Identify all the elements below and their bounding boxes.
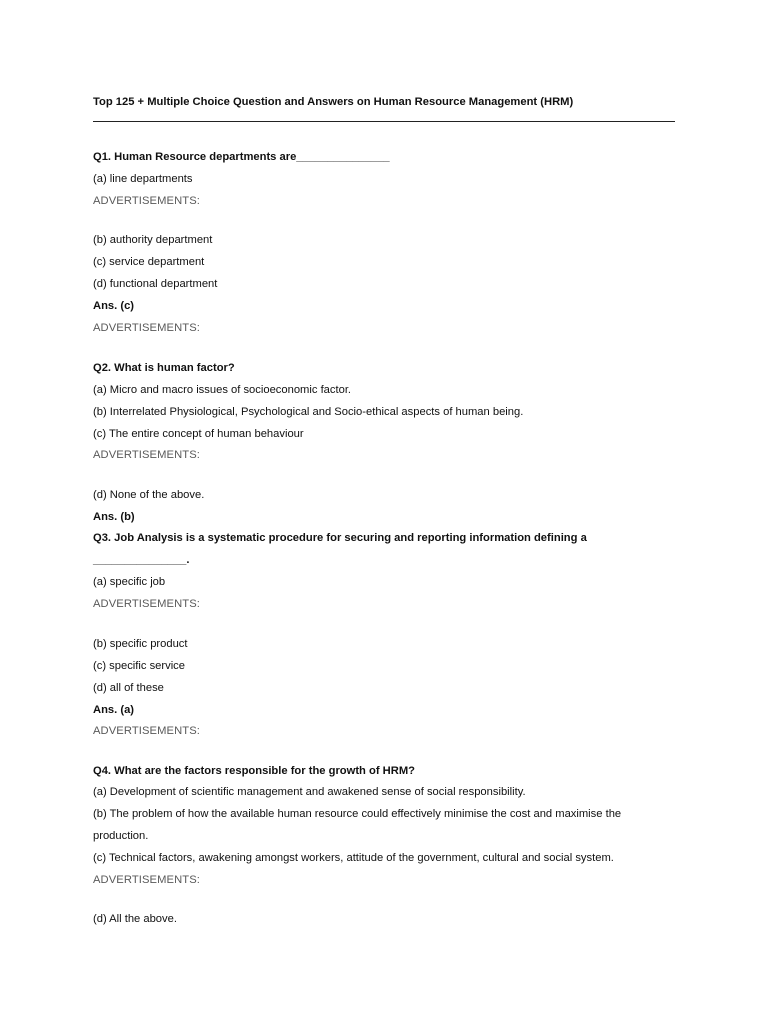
q1-option-a: (a) line departments [93,173,193,185]
q3-option-a: (a) specific job [93,576,166,588]
advertisement-label: ADVERTISEMENTS: [93,598,200,610]
q2-option-c: (c) The entire concept of human behaviour [93,428,304,440]
q4-option-d: (d) All the above. [93,913,177,925]
q1-answer: Ans. (c) [93,300,135,312]
q3-option-c: (c) specific service [93,660,186,672]
advertisement-label: ADVERTISEMENTS: [93,322,200,334]
q1-question: Q1. Human Resource departments are_______________ [93,151,390,163]
q2-option-d: (d) None of the above. [93,489,205,501]
q3-option-d: (d) all of these [93,682,164,694]
q1-option-d: (d) functional department [93,278,218,290]
q3-question-line1: Q3. Job Analysis is a systematic procedure for securing and reporting information defining a [93,532,587,544]
q2-option-b: (b) Interrelated Physiological, Psychological and Socio-ethical aspects of human being. [93,406,524,418]
advertisement-label: ADVERTISEMENTS: [93,195,200,207]
q1-option-b: (b) authority department [93,234,213,246]
q3-option-b: (b) specific product [93,638,188,650]
q4-option-b-line2: production. [93,830,149,842]
q3-question-line2: _______________. [93,554,190,566]
advertisement-label: ADVERTISEMENTS: [93,449,200,461]
q1-option-c: (c) service department [93,256,205,268]
advertisement-label: ADVERTISEMENTS: [93,874,200,886]
advertisement-label: ADVERTISEMENTS: [93,725,200,737]
q2-option-a: (a) Micro and macro issues of socioeconomic factor. [93,384,352,396]
q4-question: Q4. What are the factors responsible for the growth of HRM? [93,765,415,777]
q4-option-b-line1: (b) The problem of how the available human resource could effectively minimise the cost and maximise the [93,808,622,820]
q4-option-a: (a) Development of scientific management and awakened sense of social responsibility. [93,786,526,798]
q2-question: Q2. What is human factor? [93,362,235,374]
q4-option-c: (c) Technical factors, awakening amongst workers, attitude of the government, cultural and social system. [93,852,614,864]
title-divider [93,121,675,122]
document-title: Top 125 + Multiple Choice Question and Answers on Human Resource Management (HRM) [93,96,574,108]
q3-answer: Ans. (a) [93,704,135,716]
q2-answer: Ans. (b) [93,511,135,523]
